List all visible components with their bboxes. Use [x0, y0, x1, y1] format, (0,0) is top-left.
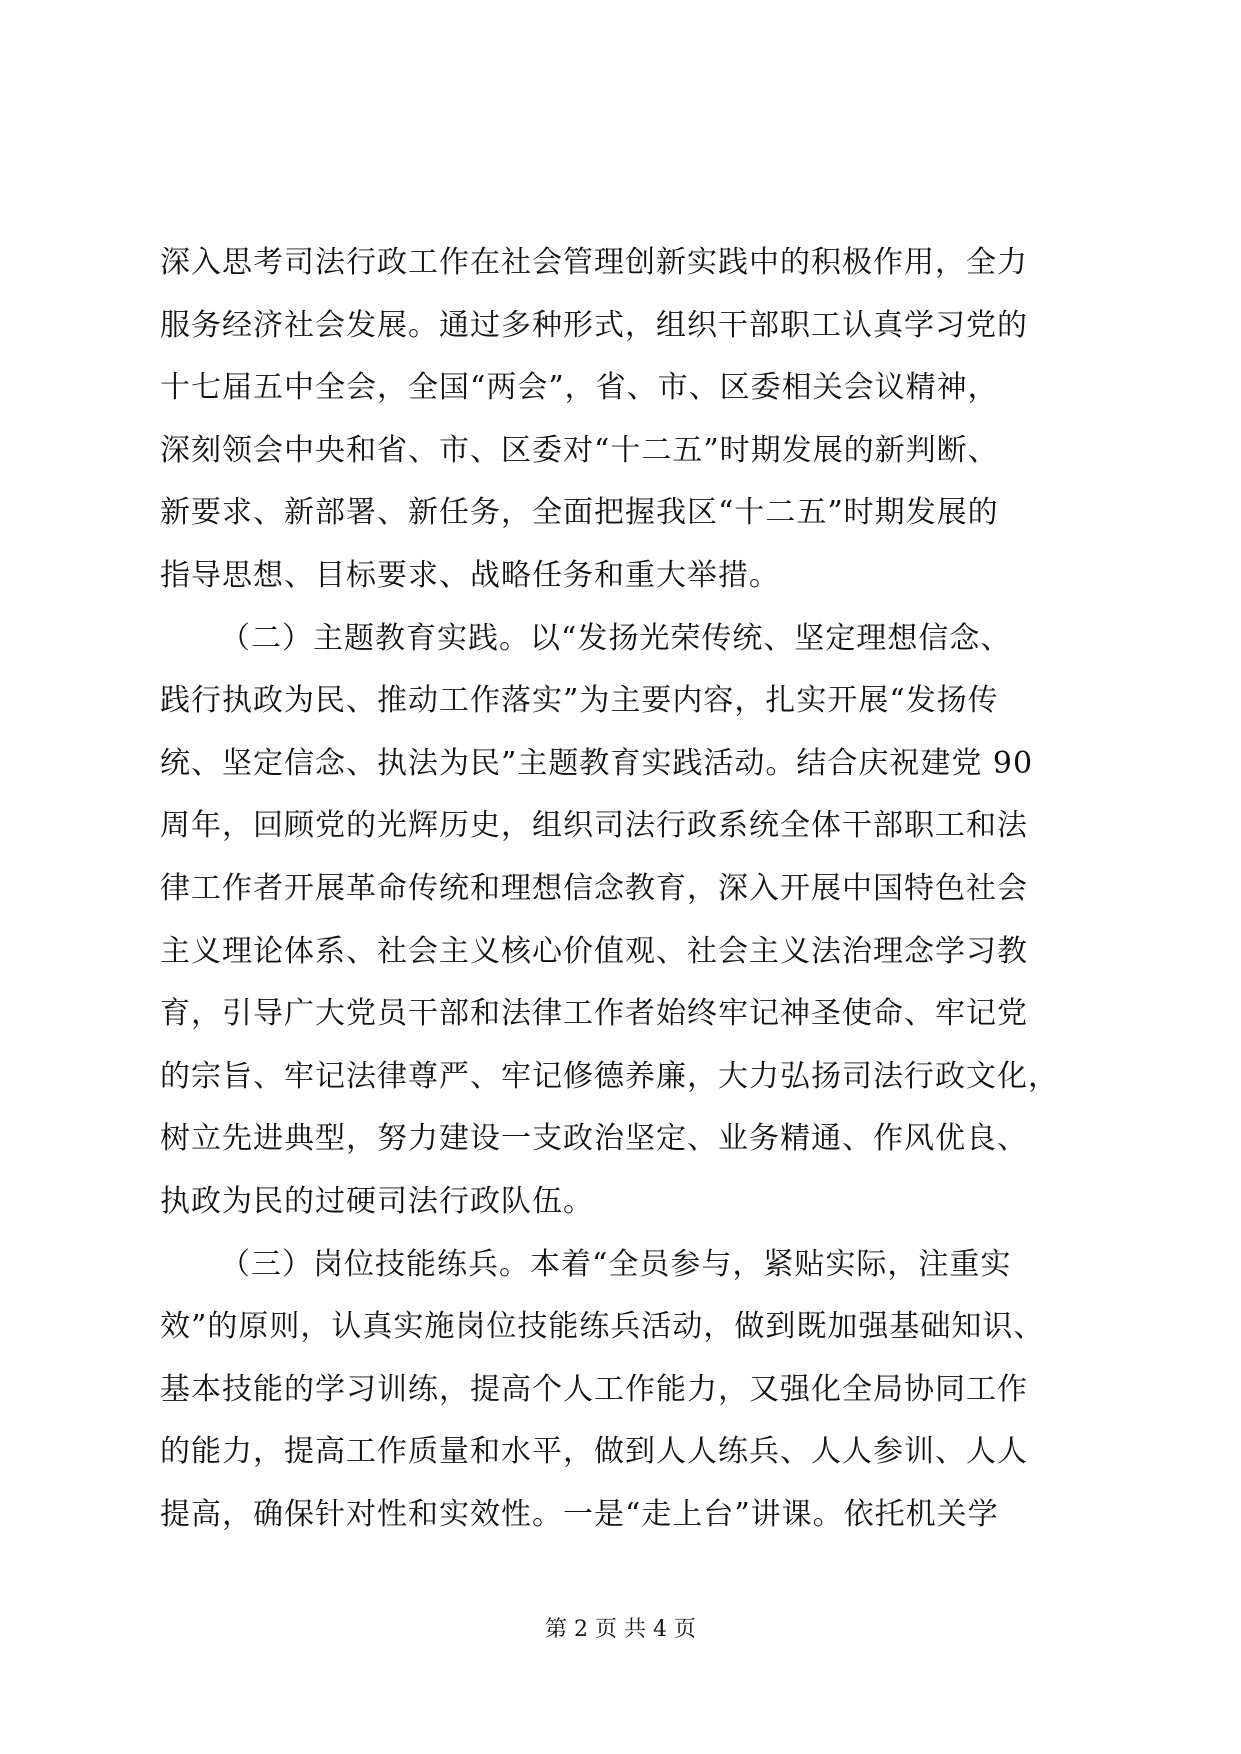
text-line: 深入思考司法行政工作在社会管理创新实践中的积极作用，全力 [160, 245, 1028, 280]
text-line: 指导思想、目标要求、战略任务和重大举措。 [160, 557, 780, 593]
text-line: 基本技能的学习训练，提高个人工作能力，又强化全局协同工作 [160, 1371, 1028, 1407]
text-line: 周年，回顾党的光辉历史，组织司法行政系统全体干部职工和法 [160, 808, 1028, 844]
document-body [160, 232, 1080, 1546]
text-line: 的宗旨、牢记法律尊严、牢记修德养廉，大力弘扬司法行政文化， [160, 1058, 1059, 1094]
text-line: 新要求、新部署、新任务，全面把握我区“十二五”时期发展的 [160, 495, 999, 531]
text-line: 的能力，提高工作质量和水平，做到人人练兵、人人参训、人人 [160, 1434, 1028, 1470]
text-line: 深刻领会中央和省、市、区委对“十二五”时期发展的新判断、 [160, 432, 999, 468]
text-line: 十七届五中全会，全国“两会”，省、市、区委相关会议精神， [160, 370, 999, 406]
text-line: 律工作者开展革命传统和理想信念教育，深入开展中国特色社会 [160, 870, 1028, 906]
text-line: 服务经济社会发展。通过多种形式，组织干部职工认真学习党的 [160, 307, 1028, 343]
paragraph-start-line: （三）岗位技能练兵。本着“全员参与，紧贴实际，注重实 [220, 1246, 1012, 1282]
paragraph-start-line: （二）主题教育实践。以“发扬光荣传统、坚定理想信念、 [220, 620, 1012, 656]
text-line: 主义理论体系、社会主义核心价值观、社会主义法治理念学习教 [160, 933, 1028, 969]
text-line: 践行执政为民、推动工作落实”为主要内容，扎实开展“发扬传 [160, 683, 999, 719]
text-line: 提高，确保针对性和实效性。一是“走上台”讲课。依托机关学 [160, 1496, 999, 1532]
text-line: 统、坚定信念、执法为民”主题教育实践活动。结合庆祝建党 90 [160, 745, 1034, 781]
text-line: 育，引导广大党员干部和法律工作者始终牢记神圣使命、牢记党 [160, 996, 1028, 1032]
page-number-label: 第 2 页 共 4 页 [545, 1617, 696, 1642]
text-line: 执政为民的过硬司法行政队伍。 [160, 1183, 594, 1219]
page-footer [0, 1612, 1241, 1643]
text-line: 效”的原则，认真实施岗位技能练兵活动，做到既加强基础知识、 [160, 1309, 1045, 1345]
text-line: 树立先进典型，努力建设一支政治坚定、业务精通、作风优良、 [160, 1121, 1028, 1157]
